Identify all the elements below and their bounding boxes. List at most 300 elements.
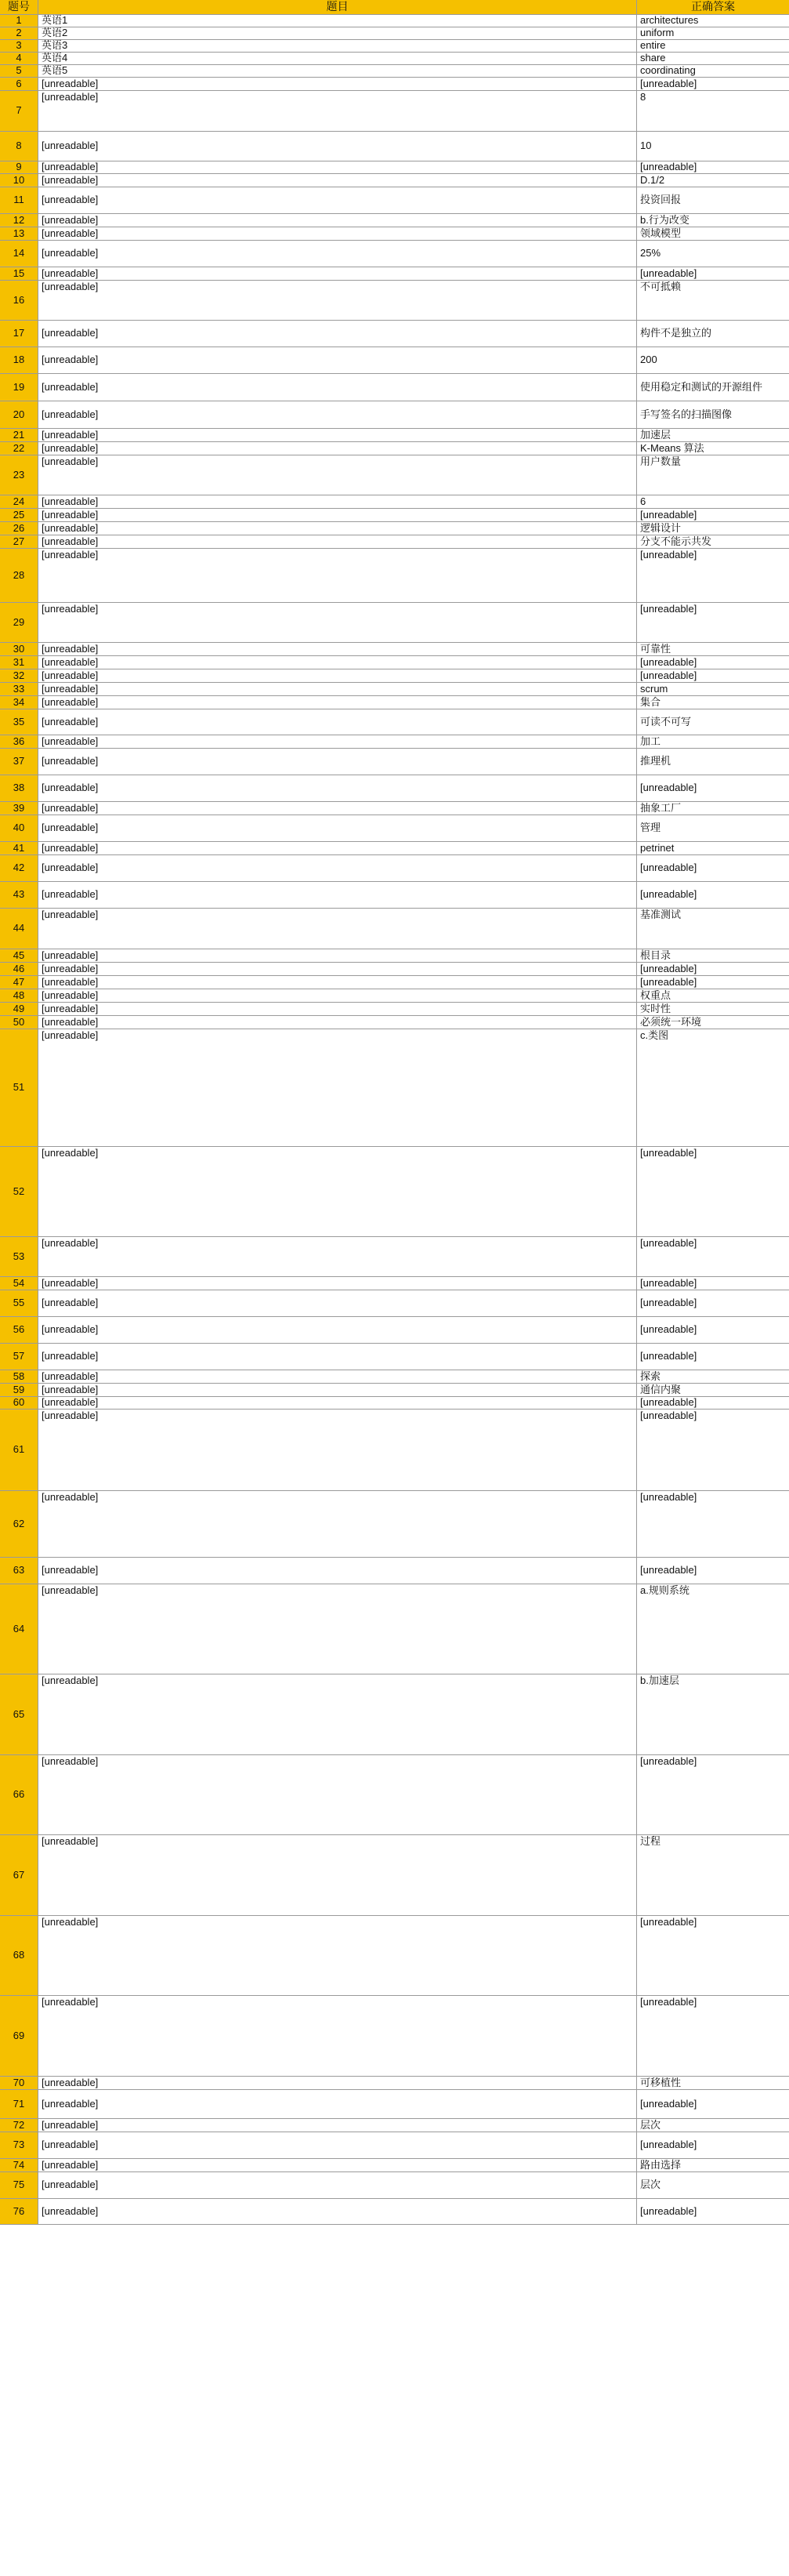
row-number: 36 bbox=[0, 735, 38, 748]
answer-cell: 领域模型 bbox=[640, 227, 682, 239]
question-cell: [unreadable] bbox=[38, 976, 637, 989]
answer-cell: 投资回报 bbox=[640, 194, 682, 206]
answer-cell: 可读不可写 bbox=[640, 715, 692, 727]
question-cell: [unreadable] bbox=[38, 1384, 637, 1396]
table-row bbox=[0, 976, 789, 989]
table-row bbox=[0, 775, 789, 802]
table-row bbox=[0, 347, 789, 374]
header-answer: 正确答案 bbox=[637, 0, 789, 14]
question-cell: [unreadable] bbox=[38, 2199, 637, 2224]
answer-cell: 构件不是独立的 bbox=[640, 327, 712, 339]
answer-cell: 使用稳定和测试的开源组件 bbox=[640, 380, 763, 393]
row-number: 15 bbox=[0, 267, 38, 280]
row-number: 45 bbox=[0, 949, 38, 962]
row-number: 69 bbox=[0, 1996, 38, 2076]
row-number: 17 bbox=[0, 321, 38, 346]
question-cell: [unreadable] bbox=[38, 709, 637, 735]
answer-cell: 权重点 bbox=[640, 989, 671, 1001]
answer-cell: [unreadable] bbox=[640, 782, 697, 794]
question-cell: [unreadable] bbox=[38, 1410, 637, 1490]
table-row bbox=[0, 1317, 789, 1344]
question-cell: [unreadable] bbox=[38, 1584, 637, 1674]
row-number: 65 bbox=[0, 1674, 38, 1754]
answer-cell: [unreadable] bbox=[640, 509, 697, 521]
row-number: 31 bbox=[0, 656, 38, 669]
header-number: 题号 bbox=[0, 0, 38, 14]
row-number: 22 bbox=[0, 442, 38, 455]
row-number: 72 bbox=[0, 2119, 38, 2132]
row-number: 63 bbox=[0, 1558, 38, 1584]
question-cell: [unreadable] bbox=[38, 241, 637, 267]
answer-cell: uniform bbox=[640, 27, 675, 39]
answer-cell: 管理 bbox=[640, 822, 661, 834]
question-cell: [unreadable] bbox=[38, 401, 637, 428]
answer-cell: [unreadable] bbox=[640, 1397, 697, 1409]
row-number: 23 bbox=[0, 455, 38, 495]
table-row bbox=[0, 1344, 789, 1370]
row-number: 74 bbox=[0, 2159, 38, 2171]
row-number: 11 bbox=[0, 187, 38, 213]
answer-cell: 逻辑设计 bbox=[640, 522, 682, 534]
row-number: 5 bbox=[0, 65, 38, 77]
table-row bbox=[0, 401, 789, 429]
row-number: 39 bbox=[0, 802, 38, 815]
row-number: 67 bbox=[0, 1835, 38, 1915]
table-row bbox=[0, 132, 789, 161]
question-cell: [unreadable] bbox=[38, 1491, 637, 1557]
question-cell: [unreadable] bbox=[38, 1029, 637, 1146]
row-number: 41 bbox=[0, 842, 38, 854]
table-row bbox=[0, 40, 789, 53]
question-cell: 英语3 bbox=[38, 40, 637, 52]
question-cell: [unreadable] bbox=[38, 347, 637, 373]
table-row bbox=[0, 1397, 789, 1410]
table-row bbox=[0, 1029, 789, 1147]
answer-cell: [unreadable] bbox=[640, 161, 697, 173]
row-number: 56 bbox=[0, 1317, 38, 1343]
question-cell: [unreadable] bbox=[38, 429, 637, 441]
answer-cell: 层次 bbox=[640, 2119, 661, 2131]
answer-cell: 过程 bbox=[640, 1835, 661, 1847]
table-row bbox=[0, 1674, 789, 1755]
table-row bbox=[0, 749, 789, 775]
answer-cell: b.行为改变 bbox=[640, 214, 689, 226]
answer-cell: 10 bbox=[640, 140, 652, 152]
row-number: 8 bbox=[0, 132, 38, 161]
question-cell: [unreadable] bbox=[38, 2132, 637, 2158]
row-number: 27 bbox=[0, 535, 38, 548]
row-number: 6 bbox=[0, 78, 38, 90]
table-row bbox=[0, 882, 789, 909]
table-row bbox=[0, 321, 789, 347]
table-row bbox=[0, 1237, 789, 1277]
question-cell: [unreadable] bbox=[38, 174, 637, 187]
table-row bbox=[0, 15, 789, 27]
answer-cell: 200 bbox=[640, 354, 657, 366]
row-number: 38 bbox=[0, 775, 38, 801]
table-row bbox=[0, 53, 789, 65]
row-number: 49 bbox=[0, 1003, 38, 1015]
row-number: 34 bbox=[0, 696, 38, 709]
question-cell: [unreadable] bbox=[38, 132, 637, 161]
answer-cell: 探索 bbox=[640, 1370, 661, 1382]
answer-cell: [unreadable] bbox=[640, 1491, 697, 1503]
row-number: 1 bbox=[0, 15, 38, 27]
row-number: 13 bbox=[0, 227, 38, 240]
table-row bbox=[0, 78, 789, 91]
row-number: 73 bbox=[0, 2132, 38, 2158]
question-cell: [unreadable] bbox=[38, 909, 637, 949]
table-row bbox=[0, 963, 789, 976]
row-number: 29 bbox=[0, 603, 38, 642]
table-row bbox=[0, 161, 789, 174]
row-number: 25 bbox=[0, 509, 38, 521]
table-row bbox=[0, 909, 789, 949]
question-cell: [unreadable] bbox=[38, 949, 637, 962]
table-row bbox=[0, 281, 789, 321]
row-number: 58 bbox=[0, 1370, 38, 1383]
answer-cell: 路由选择 bbox=[640, 2159, 682, 2171]
answer-cell: [unreadable] bbox=[640, 888, 697, 901]
question-cell: [unreadable] bbox=[38, 535, 637, 548]
question-cell: [unreadable] bbox=[38, 1147, 637, 1236]
answer-cell: petrinet bbox=[640, 842, 675, 854]
answer-cell: [unreadable] bbox=[640, 549, 697, 561]
question-cell: [unreadable] bbox=[38, 321, 637, 346]
question-cell: [unreadable] bbox=[38, 1674, 637, 1754]
answer-cell: 25% bbox=[640, 247, 661, 259]
question-cell: 英语2 bbox=[38, 27, 637, 39]
answer-cell: 加速层 bbox=[640, 429, 671, 441]
table-row bbox=[0, 2199, 789, 2225]
table-row bbox=[0, 495, 789, 509]
row-number: 20 bbox=[0, 401, 38, 428]
answer-cell: a.规则系统 bbox=[640, 1584, 689, 1596]
answer-cell: [unreadable] bbox=[640, 669, 697, 681]
row-number: 30 bbox=[0, 643, 38, 655]
answer-cell: 可靠性 bbox=[640, 643, 671, 655]
row-number: 18 bbox=[0, 347, 38, 373]
row-number: 76 bbox=[0, 2199, 38, 2224]
table-row bbox=[0, 1277, 789, 1290]
answer-cell: [unreadable] bbox=[640, 1147, 697, 1159]
answer-cell: [unreadable] bbox=[640, 1410, 697, 1421]
header-question: 题目 bbox=[38, 0, 637, 14]
answer-cell: [unreadable] bbox=[640, 603, 697, 615]
table-row bbox=[0, 1370, 789, 1384]
answer-cell: 根目录 bbox=[640, 949, 671, 961]
row-number: 46 bbox=[0, 963, 38, 975]
question-cell: [unreadable] bbox=[38, 1016, 637, 1029]
answer-cell: [unreadable] bbox=[640, 1996, 697, 2008]
answer-cell: [unreadable] bbox=[640, 862, 697, 874]
question-cell: [unreadable] bbox=[38, 2172, 637, 2198]
table-row bbox=[0, 535, 789, 549]
question-cell: [unreadable] bbox=[38, 522, 637, 535]
row-number: 37 bbox=[0, 749, 38, 775]
answer-cell: [unreadable] bbox=[640, 1916, 697, 1928]
answer-cell: 分支不能示共发 bbox=[640, 535, 712, 547]
header-row bbox=[0, 0, 789, 15]
row-number: 62 bbox=[0, 1491, 38, 1557]
question-cell: [unreadable] bbox=[38, 603, 637, 642]
row-number: 10 bbox=[0, 174, 38, 187]
question-cell: [unreadable] bbox=[38, 1344, 637, 1370]
table-row bbox=[0, 2090, 789, 2119]
question-cell: [unreadable] bbox=[38, 1290, 637, 1316]
row-number: 47 bbox=[0, 976, 38, 989]
row-number: 16 bbox=[0, 281, 38, 320]
table-row bbox=[0, 1003, 789, 1016]
row-number: 14 bbox=[0, 241, 38, 267]
question-cell: [unreadable] bbox=[38, 1237, 637, 1276]
question-cell: [unreadable] bbox=[38, 775, 637, 801]
question-cell: [unreadable] bbox=[38, 1558, 637, 1584]
table-row bbox=[0, 802, 789, 815]
answer-cell: 推理机 bbox=[640, 755, 671, 767]
row-number: 52 bbox=[0, 1147, 38, 1236]
table-row bbox=[0, 989, 789, 1003]
table-row bbox=[0, 65, 789, 78]
question-cell: [unreadable] bbox=[38, 749, 637, 775]
table-row bbox=[0, 1996, 789, 2077]
table-row bbox=[0, 683, 789, 696]
answer-cell: 6 bbox=[640, 495, 646, 507]
table-row bbox=[0, 949, 789, 963]
row-number: 3 bbox=[0, 40, 38, 52]
row-number: 21 bbox=[0, 429, 38, 441]
question-cell: [unreadable] bbox=[38, 882, 637, 908]
row-number: 43 bbox=[0, 882, 38, 908]
question-cell: [unreadable] bbox=[38, 735, 637, 748]
table-row bbox=[0, 696, 789, 709]
row-number: 24 bbox=[0, 495, 38, 508]
answer-cell: 必须统一环境 bbox=[640, 1016, 702, 1028]
question-cell: [unreadable] bbox=[38, 2077, 637, 2089]
answer-cell: 可移植性 bbox=[640, 2077, 682, 2088]
row-number: 40 bbox=[0, 815, 38, 841]
answer-cell: 层次 bbox=[640, 2179, 661, 2191]
question-cell: [unreadable] bbox=[38, 78, 637, 90]
row-number: 50 bbox=[0, 1016, 38, 1029]
row-number: 55 bbox=[0, 1290, 38, 1316]
answer-cell: coordinating bbox=[640, 65, 696, 77]
answer-cell: 不可抵赖 bbox=[640, 281, 682, 292]
row-number: 44 bbox=[0, 909, 38, 949]
table-row bbox=[0, 855, 789, 882]
table-row bbox=[0, 549, 789, 603]
row-number: 2 bbox=[0, 27, 38, 39]
row-number: 42 bbox=[0, 855, 38, 881]
table-row bbox=[0, 241, 789, 267]
table-row bbox=[0, 1584, 789, 1674]
question-cell: [unreadable] bbox=[38, 1003, 637, 1015]
table-row bbox=[0, 1410, 789, 1491]
answer-cell: 加工 bbox=[640, 735, 661, 747]
table-row bbox=[0, 1491, 789, 1558]
table-row bbox=[0, 455, 789, 495]
question-cell: [unreadable] bbox=[38, 683, 637, 695]
table-row bbox=[0, 509, 789, 522]
question-cell: [unreadable] bbox=[38, 2159, 637, 2171]
table-row bbox=[0, 374, 789, 401]
table-row bbox=[0, 187, 789, 214]
question-cell: [unreadable] bbox=[38, 2090, 637, 2118]
row-number: 48 bbox=[0, 989, 38, 1002]
table-row bbox=[0, 1558, 789, 1584]
answer-cell: K-Means 算法 bbox=[640, 442, 704, 454]
question-cell: [unreadable] bbox=[38, 374, 637, 401]
question-cell: [unreadable] bbox=[38, 963, 637, 975]
row-number: 51 bbox=[0, 1029, 38, 1146]
answer-cell: [unreadable] bbox=[640, 963, 697, 974]
answer-cell: [unreadable] bbox=[640, 1297, 697, 1309]
row-number: 61 bbox=[0, 1410, 38, 1490]
question-cell: [unreadable] bbox=[38, 214, 637, 227]
question-cell: [unreadable] bbox=[38, 187, 637, 213]
answer-cell: [unreadable] bbox=[640, 1277, 697, 1289]
question-cell: [unreadable] bbox=[38, 549, 637, 602]
row-number: 35 bbox=[0, 709, 38, 735]
question-cell: [unreadable] bbox=[38, 1317, 637, 1343]
table-row bbox=[0, 267, 789, 281]
answer-cell: [unreadable] bbox=[640, 1237, 697, 1249]
table-row bbox=[0, 2172, 789, 2199]
question-cell: [unreadable] bbox=[38, 1835, 637, 1915]
question-cell: [unreadable] bbox=[38, 1996, 637, 2076]
question-cell: [unreadable] bbox=[38, 656, 637, 669]
question-cell: [unreadable] bbox=[38, 91, 637, 131]
answer-cell: [unreadable] bbox=[640, 1755, 697, 1767]
answer-cell: [unreadable] bbox=[640, 1564, 697, 1576]
question-cell: [unreadable] bbox=[38, 1755, 637, 1834]
answer-cell: 通信内聚 bbox=[640, 1384, 682, 1395]
question-cell: [unreadable] bbox=[38, 669, 637, 682]
question-cell: [unreadable] bbox=[38, 455, 637, 495]
answer-cell: 实时性 bbox=[640, 1003, 671, 1014]
question-cell: [unreadable] bbox=[38, 1916, 637, 1995]
question-cell: [unreadable] bbox=[38, 696, 637, 709]
answer-cell: 用户数量 bbox=[640, 455, 682, 467]
question-cell: [unreadable] bbox=[38, 495, 637, 508]
answer-cell: share bbox=[640, 53, 666, 64]
table-row bbox=[0, 1290, 789, 1317]
row-number: 68 bbox=[0, 1916, 38, 1995]
row-number: 66 bbox=[0, 1755, 38, 1834]
table-row bbox=[0, 91, 789, 132]
answer-cell: scrum bbox=[640, 683, 668, 695]
answer-cell: 手写签名的扫描图像 bbox=[640, 408, 733, 420]
question-cell: [unreadable] bbox=[38, 1397, 637, 1409]
table-row bbox=[0, 174, 789, 187]
row-number: 60 bbox=[0, 1397, 38, 1409]
table-row bbox=[0, 27, 789, 40]
question-cell: [unreadable] bbox=[38, 842, 637, 854]
question-cell: [unreadable] bbox=[38, 802, 637, 815]
table-row bbox=[0, 1916, 789, 1996]
table-row bbox=[0, 2077, 789, 2090]
answer-cell: [unreadable] bbox=[640, 2097, 697, 2110]
row-number: 33 bbox=[0, 683, 38, 695]
table-body bbox=[0, 15, 789, 2225]
question-cell: 英语1 bbox=[38, 15, 637, 27]
row-number: 12 bbox=[0, 214, 38, 227]
table-row bbox=[0, 735, 789, 749]
answer-cell: [unreadable] bbox=[640, 267, 697, 279]
question-cell: [unreadable] bbox=[38, 855, 637, 881]
table-row bbox=[0, 643, 789, 656]
row-number: 71 bbox=[0, 2090, 38, 2118]
row-number: 70 bbox=[0, 2077, 38, 2089]
table-row bbox=[0, 656, 789, 669]
table-row bbox=[0, 1384, 789, 1397]
table-row bbox=[0, 815, 789, 842]
question-cell: [unreadable] bbox=[38, 442, 637, 455]
table-row bbox=[0, 1835, 789, 1916]
question-cell: [unreadable] bbox=[38, 509, 637, 521]
table-row bbox=[0, 709, 789, 735]
table-row bbox=[0, 214, 789, 227]
question-cell: [unreadable] bbox=[38, 281, 637, 320]
row-number: 54 bbox=[0, 1277, 38, 1290]
table-row bbox=[0, 842, 789, 855]
row-number: 59 bbox=[0, 1384, 38, 1396]
table-row bbox=[0, 2159, 789, 2172]
question-cell: [unreadable] bbox=[38, 1370, 637, 1383]
answer-cell: architectures bbox=[640, 15, 699, 27]
answer-cell: 抽象工厂 bbox=[640, 802, 682, 814]
table-row bbox=[0, 522, 789, 535]
table-row bbox=[0, 1147, 789, 1237]
answer-cell: D.1/2 bbox=[640, 174, 665, 186]
row-number: 28 bbox=[0, 549, 38, 602]
answer-cell: [unreadable] bbox=[640, 1323, 697, 1336]
table-row bbox=[0, 1016, 789, 1029]
table-row bbox=[0, 603, 789, 643]
answer-cell: b.加速层 bbox=[640, 1674, 679, 1686]
row-number: 57 bbox=[0, 1344, 38, 1370]
answer-cell: 基准测试 bbox=[640, 909, 682, 920]
table-row bbox=[0, 227, 789, 241]
table-row bbox=[0, 442, 789, 455]
answer-cell: [unreadable] bbox=[640, 656, 697, 668]
table-row bbox=[0, 2119, 789, 2132]
table-row bbox=[0, 1755, 789, 1835]
answer-cell: [unreadable] bbox=[640, 2204, 697, 2217]
answer-cell: 8 bbox=[640, 91, 646, 103]
row-number: 53 bbox=[0, 1237, 38, 1276]
row-number: 7 bbox=[0, 91, 38, 131]
question-cell: [unreadable] bbox=[38, 989, 637, 1002]
question-cell: [unreadable] bbox=[38, 267, 637, 280]
answer-cell: entire bbox=[640, 40, 666, 52]
answer-cell: [unreadable] bbox=[640, 78, 697, 89]
question-cell: [unreadable] bbox=[38, 161, 637, 173]
answer-cell: [unreadable] bbox=[640, 976, 697, 988]
row-number: 75 bbox=[0, 2172, 38, 2198]
question-cell: [unreadable] bbox=[38, 643, 637, 655]
table-row bbox=[0, 669, 789, 683]
answer-cell: c.类图 bbox=[640, 1029, 669, 1041]
answer-cell: [unreadable] bbox=[640, 2139, 697, 2151]
row-number: 64 bbox=[0, 1584, 38, 1674]
row-number: 19 bbox=[0, 374, 38, 401]
question-cell: [unreadable] bbox=[38, 227, 637, 240]
answer-cell: 集合 bbox=[640, 696, 661, 708]
row-number: 32 bbox=[0, 669, 38, 682]
row-number: 9 bbox=[0, 161, 38, 173]
row-number: 26 bbox=[0, 522, 38, 535]
